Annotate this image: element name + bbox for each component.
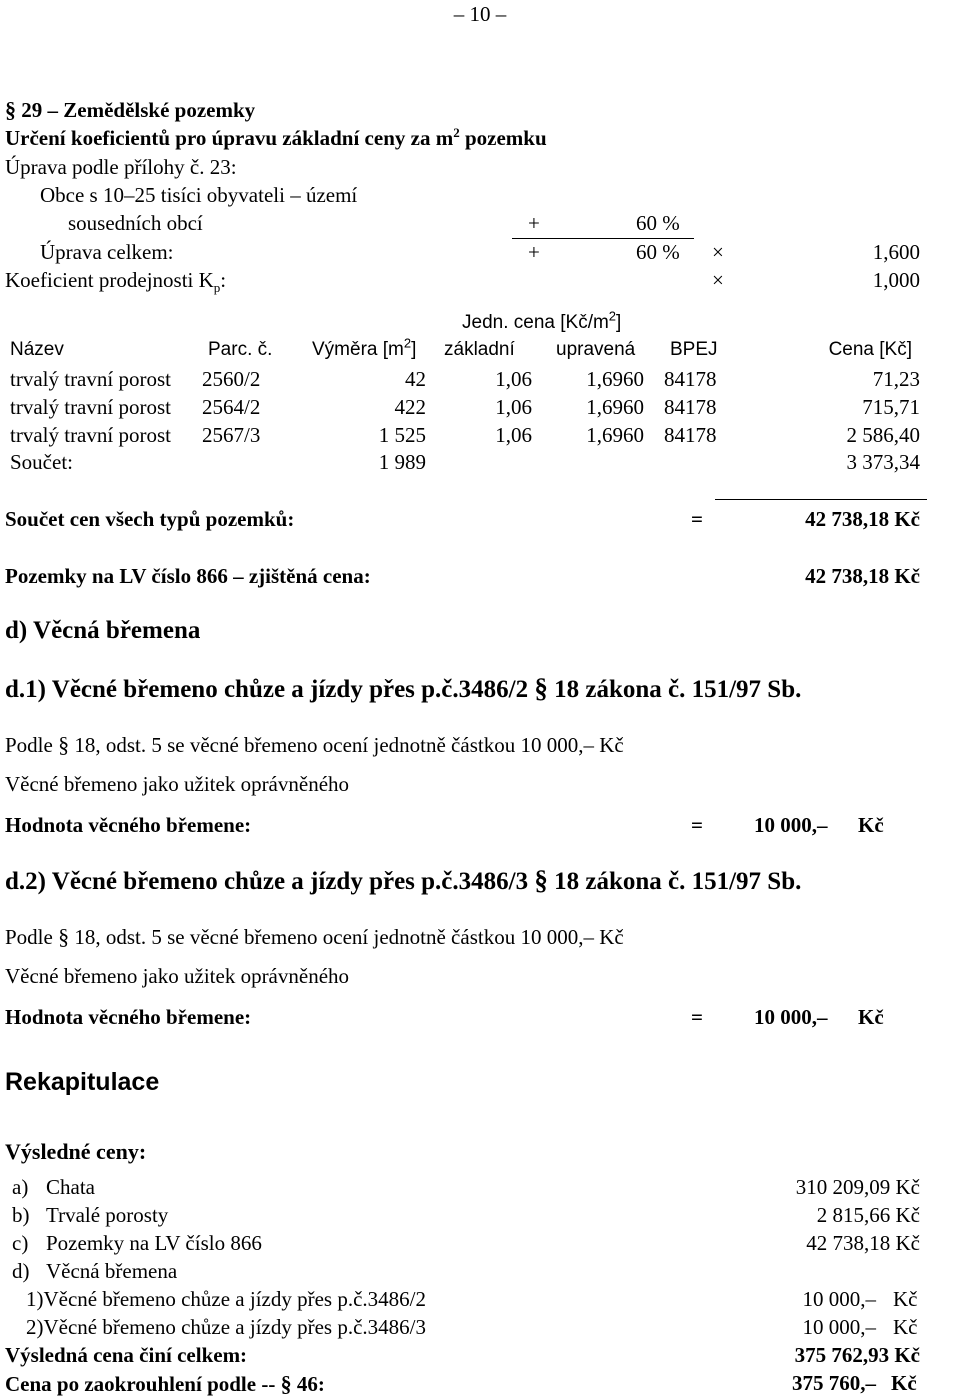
recap-heading: Rekapitulace (5, 1068, 160, 1096)
sum-label: Součet: (10, 450, 73, 474)
sum-price: 3 373,34 (846, 450, 920, 474)
easement-1-note: Věcné břemeno jako užitek oprávněného (5, 772, 350, 796)
annex-line: Úprava podle přílohy č. 23: (5, 155, 237, 179)
easement-2-sect: § (534, 865, 548, 895)
subtitle-text: Určení koeficientů pro úpravu základní ceny za m (5, 126, 454, 150)
table-cell-parcel: 2564/2 (202, 395, 261, 419)
totals-rule (715, 499, 927, 500)
easement-1-title-a: d.1) Věcné břemeno chůze a jízdy přes p.č.3486/2 (5, 676, 529, 703)
unit-price-end: ] (616, 312, 622, 333)
recap-item-letter: b) (12, 1203, 30, 1227)
recap-subitem-unit: Kč (893, 1287, 918, 1311)
all-types-value: 42 738,18 Kč (805, 507, 920, 531)
obce-underline (512, 238, 694, 239)
easement-2-unit: Kč (858, 1005, 884, 1029)
obce-value: 60 % (636, 211, 680, 235)
table-cell-base: 1,06 (495, 423, 532, 447)
uprava-value: 60 % (636, 240, 680, 264)
results-label: Výsledné ceny: (5, 1139, 147, 1164)
all-types-label: Součet cen všech typů pozemků: (5, 507, 295, 531)
table-cell-parcel: 2560/2 (202, 367, 261, 391)
recap-subitem-label: 2)Věcné břemeno chůze a jízdy přes p.č.3486/3 (26, 1315, 427, 1339)
section-title-text: 29 – Zemědělské pozemky (21, 98, 256, 122)
easement-1-desc-b: 18, odst. 5 se věcné břemeno ocení jednotně částkou 10 000,– Kč (74, 733, 624, 757)
recap-subitem-label: 1)Věcné břemeno chůze a jízdy přes p.č.3486/2 (26, 1287, 427, 1311)
kp-text: Koeficient prodejnosti K (5, 268, 214, 292)
kp-coef: 1,000 (872, 268, 920, 292)
uprava-times: × (712, 240, 724, 264)
table-cell-price: 715,71 (862, 395, 920, 419)
easement-2-amount: 10 000,– (754, 1005, 828, 1029)
obce-line-2: sousedních obcí (68, 211, 203, 235)
easement-2-desc (5, 926, 624, 948)
col-base: základní (444, 339, 515, 360)
table-cell-base: 1,06 (495, 395, 532, 419)
col-price: Cena [Kč] (828, 339, 912, 360)
table-cell-area: 422 (394, 395, 426, 419)
section-subtitle (5, 125, 547, 150)
col-area-sup: 2 (403, 335, 412, 351)
recap-item-value: 42 738,18 Kč (806, 1231, 920, 1255)
easement-1-desc (5, 734, 624, 756)
easement-1-value-label: Hodnota věcného břemene: (5, 813, 252, 837)
subtitle-text-end: pozemku (459, 126, 547, 150)
table-cell-base: 1,06 (495, 367, 532, 391)
obce-sign: + (528, 211, 540, 235)
easement-2-title-a: d.2) Věcné břemeno chůze a jízdy přes p.č.3486/3 (5, 868, 529, 895)
rounded-label (5, 1373, 325, 1395)
recap-item-value: 2 815,66 Kč (816, 1203, 920, 1227)
col-adjusted: upravená (556, 339, 636, 360)
page-number: – 10 – (453, 2, 507, 26)
unit-price-header (462, 308, 622, 333)
easement-1-title-b: 18 zákona č. 151/97 Sb. (554, 676, 802, 703)
kp-sub: p (213, 280, 221, 296)
total-label: Výsledná cena činí celkem: (5, 1343, 248, 1367)
rounded-label-b: 46: (291, 1372, 325, 1396)
recap-item-letter: d) (12, 1259, 30, 1283)
rounded-label-sect: § (280, 1371, 292, 1396)
unit-price-text: Jedn. cena [Kč/m (462, 312, 609, 333)
easements-heading: d) Věcná břemena (5, 617, 201, 644)
table-cell-bpej: 84178 (664, 395, 717, 419)
col-name: Název (10, 339, 64, 360)
easement-2-desc-b: 18, odst. 5 se věcné břemeno ocení jednotně částkou 10 000,– Kč (74, 925, 624, 949)
easement-2-title-b: 18 zákona č. 151/97 Sb. (554, 868, 802, 895)
lv-label: Pozemky na LV číslo 866 – zjištěná cena: (5, 564, 371, 588)
table-cell-price: 2 586,40 (846, 423, 920, 447)
recap-item-label: Pozemky na LV číslo 866 (46, 1231, 262, 1255)
recap-item-letter: a) (12, 1175, 29, 1199)
recap-item-label: Věcná břemena (46, 1259, 178, 1283)
col-area-text: Výměra [m (312, 339, 404, 360)
table-cell-bpej: 84178 (664, 367, 717, 391)
col-parcel: Parc. č. (208, 339, 273, 360)
easement-1-amount: 10 000,– (754, 813, 828, 837)
section-title (5, 99, 255, 121)
col-area-end: ] (411, 339, 417, 360)
total-value: 375 762,93 Kč (794, 1343, 920, 1367)
easement-1-eq: = (691, 813, 703, 837)
table-cell-area: 42 (405, 367, 426, 391)
col-area (312, 335, 417, 360)
recap-item-label: Trvalé porosty (46, 1203, 169, 1227)
uprava-sign: + (528, 240, 540, 264)
col-bpej: BPEJ (670, 339, 718, 360)
uprava-label: Úprava celkem: (40, 240, 174, 264)
lv-value: 42 738,18 Kč (805, 564, 920, 588)
rounded-unit: Kč (891, 1371, 917, 1395)
recap-item-value: 310 209,09 Kč (795, 1175, 920, 1199)
subtitle-sup: 2 (453, 125, 460, 140)
uprava-coef: 1,600 (872, 240, 920, 264)
recap-item-letter: c) (12, 1231, 29, 1255)
recap-subitem-amount: 10 000,– (802, 1287, 876, 1311)
table-cell-price: 71,23 (872, 367, 920, 391)
easement-2-desc-sect: § (58, 924, 70, 949)
easement-1-desc-sect: § (58, 732, 70, 757)
table-cell-adjusted: 1,6960 (586, 367, 644, 391)
easement-2-value-label: Hodnota věcného břemene: (5, 1005, 252, 1029)
table-cell-parcel: 2567/3 (202, 423, 261, 447)
all-types-eq: = (691, 507, 703, 531)
unit-price-sup: 2 (608, 308, 617, 324)
kp-label (5, 268, 227, 296)
sum-area: 1 989 (378, 450, 426, 474)
recap-subitem-unit: Kč (893, 1315, 918, 1339)
obce-line-1: Obce s 10–25 tisíci obyvateli – území (40, 183, 358, 207)
easement-2-note: Věcné břemeno jako užitek oprávněného (5, 964, 350, 988)
table-cell-name: trvalý travní porost (10, 423, 171, 447)
easement-2-desc-a: Podle (5, 925, 53, 949)
rounded-amount: 375 760,– (792, 1371, 876, 1395)
easement-1-desc-a: Podle (5, 733, 53, 757)
recap-item-label: Chata (46, 1175, 95, 1199)
table-cell-adjusted: 1,6960 (586, 423, 644, 447)
table-cell-name: trvalý travní porost (10, 395, 171, 419)
table-cell-adjusted: 1,6960 (586, 395, 644, 419)
kp-times: × (712, 268, 724, 292)
easement-2-title (5, 867, 801, 894)
easement-1-unit: Kč (858, 813, 884, 837)
table-cell-bpej: 84178 (664, 423, 717, 447)
rounded-label-a: Cena po zaokrouhlení podle -- (5, 1372, 281, 1396)
kp-colon: : (220, 268, 227, 292)
easement-2-eq: = (691, 1005, 703, 1029)
easement-1-sect: § (534, 673, 548, 703)
recap-subitem-amount: 10 000,– (802, 1315, 876, 1339)
table-cell-area: 1 525 (378, 423, 426, 447)
section-sign: § (5, 97, 16, 122)
easement-1-title (5, 675, 801, 702)
table-cell-name: trvalý travní porost (10, 367, 171, 391)
